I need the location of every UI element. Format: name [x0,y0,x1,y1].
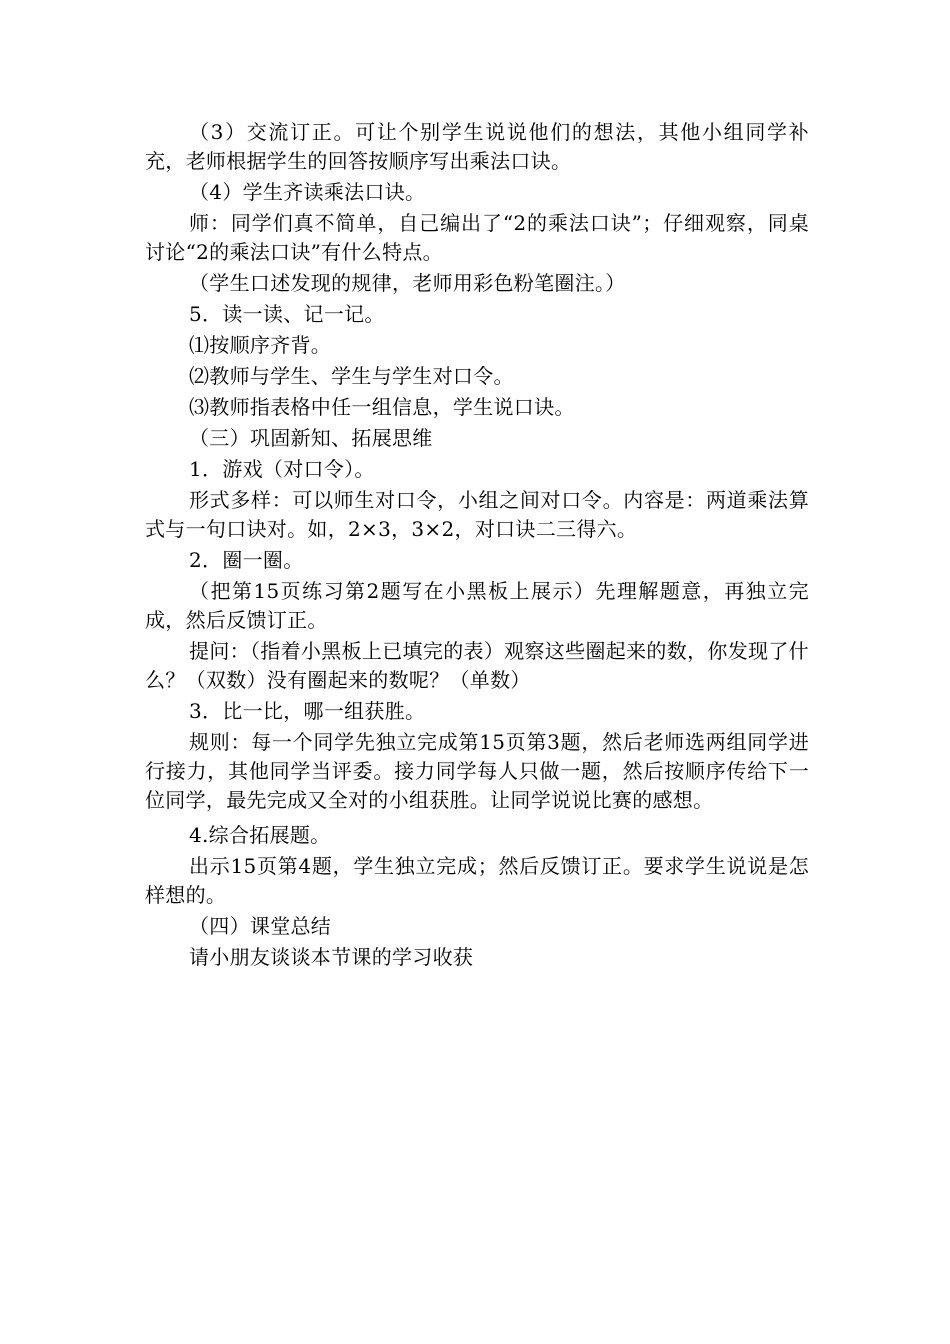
paragraph-game: 1．游戏（对口令）。 [189,457,375,481]
paragraph-read-together: （4）学生齐读乘法口诀。 [189,180,426,204]
section-heading-consolidate: （三）巩固新知、拓展思维 [189,426,433,450]
paragraph-call-response: ⑵教师与学生、学生与学生对口令。 [189,364,514,388]
paragraph-compare: 3．比一比，哪一组获胜。 [189,699,426,723]
section-heading-summary: （四）课堂总结 [189,914,332,938]
paragraph-circle: 2．圈一圈。 [189,548,304,572]
paragraph-extension-task: 出示15页第4题，学生独立完成；然后反馈订正。要求学生说说是怎样想的。 [145,854,809,907]
paragraph-circle-task: （把第15页练习第2题写在小黑板上展示）先理解题意，再独立完成，然后反馈订正。 [145,579,809,632]
paragraph-exchange-correction: （3）交流订正。可让个别学生说说他们的想法，其他小组同学补充，老师根据学生的回答按顺序写出乘法口诀。 [145,120,809,173]
paragraph-game-forms: 形式多样：可以师生对口令，小组之间对口令。内容是：两道乘法算式与一句口诀对。如，2×3，3×2，对口诀二三得六。 [145,488,809,541]
paragraph-table-info: ⑶教师指表格中任一组信息，学生说口诀。 [189,395,575,419]
paragraph-extension: 4.综合拓展题。 [189,823,331,847]
paragraph-student-pattern: （学生口述发现的规律，老师用彩色粉笔圈注。） [189,271,626,295]
paragraph-read-remember: 5．读一读、记一记。 [189,302,385,326]
paragraph-rules: 规则：每一个同学先独立完成第15页第3题，然后老师选两组同学进行接力，其他同学当评委。接力同学每人只做一题，然后按顺序传给下一位同学，最先完成又全对的小组获胜。让同学说说比赛的感想。 [145,730,809,812]
paragraph-summary: 请小朋友谈谈本节课的学习收获 [189,945,474,969]
paragraph-recite-in-order: ⑴按顺序齐背。 [189,333,332,357]
paragraph-teacher-remark: 师：同学们真不简单，自己编出了“2的乘法口诀”；仔细观察，同桌讨论“2的乘法口诀”有什么特点。 [145,211,809,264]
document-page [145,118,809,972]
paragraph-question: 提问：（指着小黑板上已填完的表）观察这些圈起来的数，你发现了什么？（双数）没有圈起来的数呢？（单数） [145,639,809,692]
